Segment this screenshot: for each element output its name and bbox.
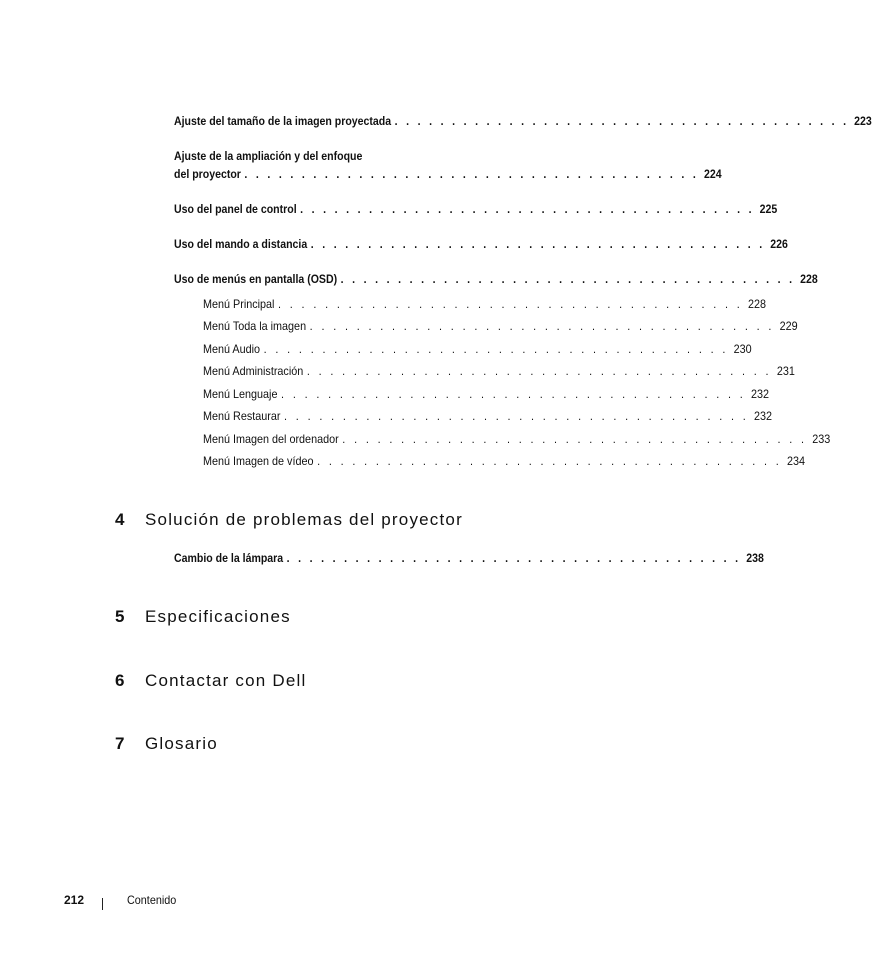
toc-subentry-label: Menú Lenguaje bbox=[203, 387, 278, 401]
toc-leader-dots: . . . . . . . . . . . . . . . . . . . . . . . . . . . . . . . . . . . . . . . . bbox=[340, 272, 795, 286]
toc-entry[interactable] bbox=[174, 551, 764, 565]
toc-entry[interactable] bbox=[174, 167, 722, 181]
toc-subentry-label: Menú Administración bbox=[203, 364, 304, 378]
chapter-number: 6 bbox=[115, 671, 125, 690]
toc-subentry[interactable] bbox=[203, 409, 773, 423]
toc-subentry-label: Menú Principal bbox=[203, 297, 275, 311]
chapter-title: Glosario bbox=[145, 734, 218, 753]
toc-entry-label: del proyector bbox=[174, 167, 241, 181]
toc-leader-dots: . . . . . . . . . . . . . . . . . . . . . . . . . . . . . . . . . . . . . . . . bbox=[342, 432, 807, 446]
footer-divider bbox=[102, 898, 103, 910]
toc-entry-label: Uso del mando a distancia bbox=[174, 237, 308, 251]
toc-subentry[interactable] bbox=[203, 432, 831, 446]
toc-leader-dots: . . . . . . . . . . . . . . . . . . . . . . . . . . . . . . . . . . . . . . . . bbox=[281, 387, 746, 401]
toc-leader-dots: . . . . . . . . . . . . . . . . . . . . . . . . . . . . . . . . . . . . . . . . bbox=[278, 297, 743, 311]
toc-entry-label: Uso de menús en pantalla (OSD) bbox=[174, 272, 338, 286]
page-footer bbox=[64, 892, 177, 908]
toc-entry-page: 225 bbox=[759, 202, 778, 216]
toc-subentry[interactable] bbox=[203, 387, 770, 401]
toc-subentry-page: 229 bbox=[779, 319, 798, 333]
toc-subentry-page: 232 bbox=[751, 387, 770, 401]
chapter-number: 5 bbox=[115, 607, 125, 626]
toc-entry[interactable] bbox=[174, 114, 872, 128]
toc-subentry-page: 233 bbox=[812, 432, 831, 446]
toc-entry-page: 223 bbox=[854, 114, 872, 128]
toc-subentry[interactable] bbox=[203, 319, 798, 333]
chapter-number: 4 bbox=[115, 510, 125, 529]
toc-subentry[interactable] bbox=[203, 297, 767, 311]
toc-entry-label: Uso del panel de control bbox=[174, 202, 297, 216]
toc-leader-dots: . . . . . . . . . . . . . . . . . . . . . . . . . . . . . . . . . . . . . . . . bbox=[286, 551, 741, 565]
toc-subentry-label: Menú Imagen del ordenador bbox=[203, 432, 339, 446]
chapter-title: Especificaciones bbox=[145, 607, 291, 626]
toc-subentry[interactable] bbox=[203, 454, 806, 468]
toc-entry-page: 226 bbox=[770, 237, 788, 251]
chapter-title: Solución de problemas del proyector bbox=[145, 510, 463, 529]
toc-leader-dots: . . . . . . . . . . . . . . . . . . . . . . . . . . . . . . . . . . . . . . . . bbox=[284, 409, 749, 423]
footer-page-number: 212 bbox=[64, 893, 85, 907]
toc-subentry-page: 231 bbox=[776, 364, 795, 378]
toc-subentry-page: 228 bbox=[748, 297, 767, 311]
toc-leader-dots: . . . . . . . . . . . . . . . . . . . . . . . . . . . . . . . . . . . . . . . . bbox=[244, 167, 699, 181]
toc-subentry-label: Menú Restaurar bbox=[203, 409, 281, 423]
toc-subentry[interactable] bbox=[203, 342, 752, 356]
toc-leader-dots: . . . . . . . . . . . . . . . . . . . . . . . . . . . . . . . . . . . . . . . . bbox=[394, 114, 849, 128]
toc-subentry[interactable] bbox=[203, 364, 795, 378]
toc-subentry-label: Menú Audio bbox=[203, 342, 261, 356]
toc-leader-dots: . . . . . . . . . . . . . . . . . . . . . . . . . . . . . . . . . . . . . . . . bbox=[317, 454, 782, 468]
chapter-title: Contactar con Dell bbox=[145, 671, 307, 690]
toc-subentry-label: Menú Imagen de vídeo bbox=[203, 454, 314, 468]
toc-leader-dots: . . . . . . . . . . . . . . . . . . . . . . . . . . . . . . . . . . . . . . . . bbox=[263, 342, 729, 356]
toc-entry-page: 224 bbox=[703, 167, 722, 181]
toc-entry-page: 228 bbox=[800, 272, 818, 286]
toc-subentry-page: 234 bbox=[787, 454, 806, 468]
toc-subentry-label: Menú Toda la imagen bbox=[203, 319, 307, 333]
toc-entry[interactable] bbox=[174, 272, 818, 286]
toc-leader-dots: . . . . . . . . . . . . . . . . . . . . . . . . . . . . . . . . . . . . . . . . bbox=[306, 364, 772, 378]
toc-subentry-page: 230 bbox=[733, 342, 752, 356]
toc-leader-dots: . . . . . . . . . . . . . . . . . . . . . . . . . . . . . . . . . . . . . . . . bbox=[309, 319, 775, 333]
toc-leader-dots: . . . . . . . . . . . . . . . . . . . . . . . . . . . . . . . . . . . . . . . . bbox=[310, 237, 765, 251]
toc-entry-page: 238 bbox=[746, 551, 764, 565]
toc-subentry-page: 232 bbox=[754, 409, 773, 423]
toc-entry-label: Cambio de la lámpara bbox=[174, 551, 284, 565]
chapter-heading[interactable] bbox=[115, 671, 306, 691]
chapter-heading[interactable] bbox=[115, 734, 218, 754]
chapter-heading[interactable] bbox=[115, 510, 463, 530]
toc-entry-label: Ajuste del tamaño de la imagen proyectada bbox=[174, 114, 392, 128]
toc-entry-line1: Ajuste de la ampliación y del enfoque bbox=[174, 149, 363, 163]
toc-leader-dots: . . . . . . . . . . . . . . . . . . . . . . . . . . . . . . . . . . . . . . . . bbox=[300, 202, 755, 216]
chapter-heading[interactable] bbox=[115, 607, 291, 627]
toc-entry[interactable] bbox=[174, 237, 788, 251]
chapter-number: 7 bbox=[115, 734, 125, 753]
footer-section-label: Contenido bbox=[127, 893, 177, 907]
toc-entry[interactable] bbox=[174, 202, 778, 216]
